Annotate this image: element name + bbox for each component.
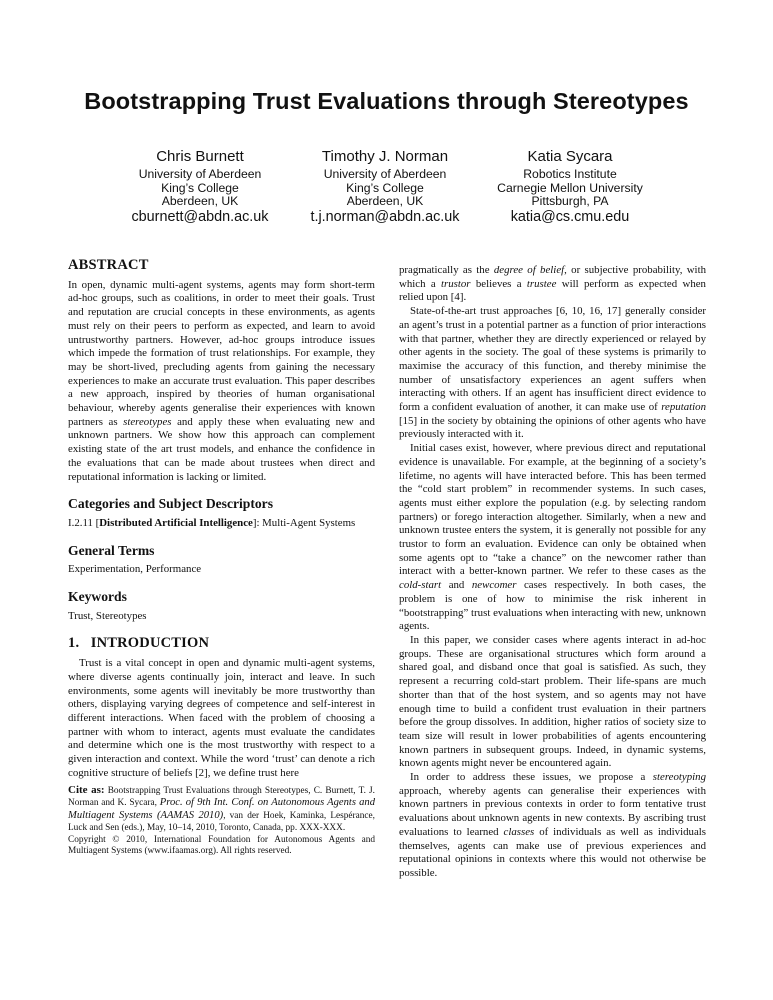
paragraph: State-of-the-art trust approaches [6, 10, 16, 17] generally consider an agent’s trust in a potential partner as a function of prior interactions with that partner, whether they are directly experienced or relayed by other agents in the society. The goal of these systems is primarily to maximise the accuracy of this function, and thereby minimise the number of unsatisfactory experiences an agent suffers when interacting with others. If an agent has insufficient direct evidence to form a confident evaluation of another, it can make use of reputation [15] in the society by obtaining the opinions of other agents who have previously interacted with it. — [399, 305, 706, 441]
paper-title: Bootstrapping Trust Evaluations through Stereotypes — [84, 88, 689, 114]
author-location: Aberdeen, UK — [161, 194, 239, 209]
author-name: Katia Sycara — [527, 148, 613, 165]
author-location: Pittsburgh, PA — [531, 194, 609, 209]
general-terms-text: Experimentation, Performance — [68, 563, 202, 576]
author-block — [470, 147, 670, 226]
keywords-text: Trust, Stereotypes — [68, 609, 147, 622]
paragraph: pragmatically as the degree of belief, or subjective probability, with which a trustor believes a trustee will perform as expected when relied upon [4]. — [399, 264, 707, 304]
author-affiliation: University of Aberdeen — [138, 167, 262, 181]
introduction-heading: 1. INTRODUCTION — [68, 635, 210, 652]
author-affiliation: Carnegie Mellon University — [497, 180, 643, 195]
author-affiliation: Robotics Institute — [523, 167, 617, 181]
keywords-heading: Keywords — [68, 589, 127, 605]
abstract-heading: ABSTRACT — [68, 257, 149, 273]
author-name: Chris Burnett — [156, 148, 244, 165]
categories-text: I.2.11 [Distributed Artificial Intelligence]: Multi-Agent Systems — [68, 516, 356, 529]
author-name: Timothy J. Norman — [321, 148, 449, 165]
right-column — [399, 264, 706, 881]
cite-as-block: Cite as: Bootstrapping Trust Evaluations through Stereotypes, C. Burnett, T. J. Norman and K. Sycara, Proc. of 9th Int. Conf. on Autonomous Agents and Multiagent Systems (AAMAS 2010), van der Hoek, Kaminka, Lespérance, Luck and Sen (eds.), May, 10–14, 2010, Toronto, Canada, pp. XXX-XXX. Copyright © 2010, International Foundation for Autonomous Agents and Multiagent Systems (www.ifaamas.org). All rights reserved. — [68, 783, 375, 857]
copyright-text: Copyright © 2010, International Foundation for Autonomous Agents and Multiagent Systems (www.ifaamas.org). All rights reserved. — [68, 834, 375, 857]
paragraph: In order to address these issues, we propose a stereotyping approach, whereby agents can generalise their experiences with known partners in previous contexts in order to form tentative trust evaluations about unknown agents in new contexts. By ascribing trust evaluations to learned classes of individuals as well as individuals themselves, agents can make use of previous experiences and reputational opinions in contexts where this would not otherwise be possible. — [399, 771, 707, 879]
author-email: t.j.norman@abdn.ac.uk — [310, 208, 460, 225]
categories-heading: Categories and Subject Descriptors — [68, 496, 274, 512]
paragraph: In this paper, we consider cases where agents interact in ad-hoc groups. These are organisational structures which form around a shared goal, and disband once that goal is satisfied. As such, they represent a recurring cold-start problem. Their life-spans are much shorter than that of the host system, and so agents may not have enough time to build a confident trust evaluation in their partners before the group dissolves. In addition, higher ratios of society size to team size will result in lower probabilities of agents encountering known partners in subsequent groups. Indeed, in dynamic systems, known agents might never be encountered again. — [399, 633, 706, 770]
author-block — [285, 147, 485, 226]
introduction-text: Trust is a vital concept in open and dynamic multi-agent systems, where diverse agents continually join, interact and leave. In such environments, some agents will inevitably be more trustworthy than others, displaying varying degrees of competence and self-interest in different interactions. When faced with the problem of choosing a partner with whom to interact, agents must evaluate the candidates and determine which one is the most trustworthy with respect to a given interaction and context. While the word ‘trust’ can denote a rich cognitive structure of beliefs [2], we define trust here — [68, 657, 375, 779]
general-terms-heading: General Terms — [68, 542, 155, 558]
author-block — [100, 147, 300, 226]
author-affiliation: King’s College — [346, 180, 424, 195]
left-column — [68, 259, 375, 858]
author-email: cburnett@abdn.ac.uk — [131, 208, 269, 225]
abstract-text: In open, dynamic multi-agent systems, agents may form short-term ad-hoc groups, such as coalitions, in order to meet their goals. Trust and reputation are crucial concepts in these environments, as agents must rely on their peers to perform as expected, and learn to avoid untrustworthy partners. However, ad-hoc groups introduce issues which impede the formation of trust relationships. For example, they may be short-lived, precluding agents from gaining the necessary experiences to make an accurate trust evaluation. This paper describes a new approach, inspired by theories of human organisational behaviour, whereby agents generalise their experiences with known partners as stereotypes and apply these when evaluating new and unknown partners. We show how this approach can complement existing state of the art trust models, and enhance the confidence in the evaluations that can be made about trustees when direct and reputational information is lacking or limited. — [68, 278, 375, 483]
author-email: katia@cs.cmu.edu — [510, 208, 630, 225]
paragraph: Initial cases exist, however, where previous direct and reputational evidence is unavailable. For example, at the beginning of a society’s lifetime, no agents will have interacted before. This has been termed the “cold start problem” in recommender systems. In such cases, agents must either explore the population (e.g. by selecting random partners) or forego interaction altogether. Similarly, when a new and unknown trustee enters the system, it is generally not possible for any trustor to form an evaluation. Evidence can only be obtained when some agents opt to “take a chance” on the newcomer rather than interact with a better-known partner. We refer to these cases as the cold-start and newcomer cases respectively. In both cases, the problem is one of how to minimise the risk inherent in “bootstrapping” trust evaluations when interacting with new, unknown agents. — [399, 442, 706, 633]
author-affiliation: King’s College — [161, 180, 239, 195]
author-affiliation: University of Aberdeen — [323, 167, 447, 181]
author-location: Aberdeen, UK — [346, 194, 424, 209]
cite-as-label: Cite as: — [68, 783, 105, 796]
